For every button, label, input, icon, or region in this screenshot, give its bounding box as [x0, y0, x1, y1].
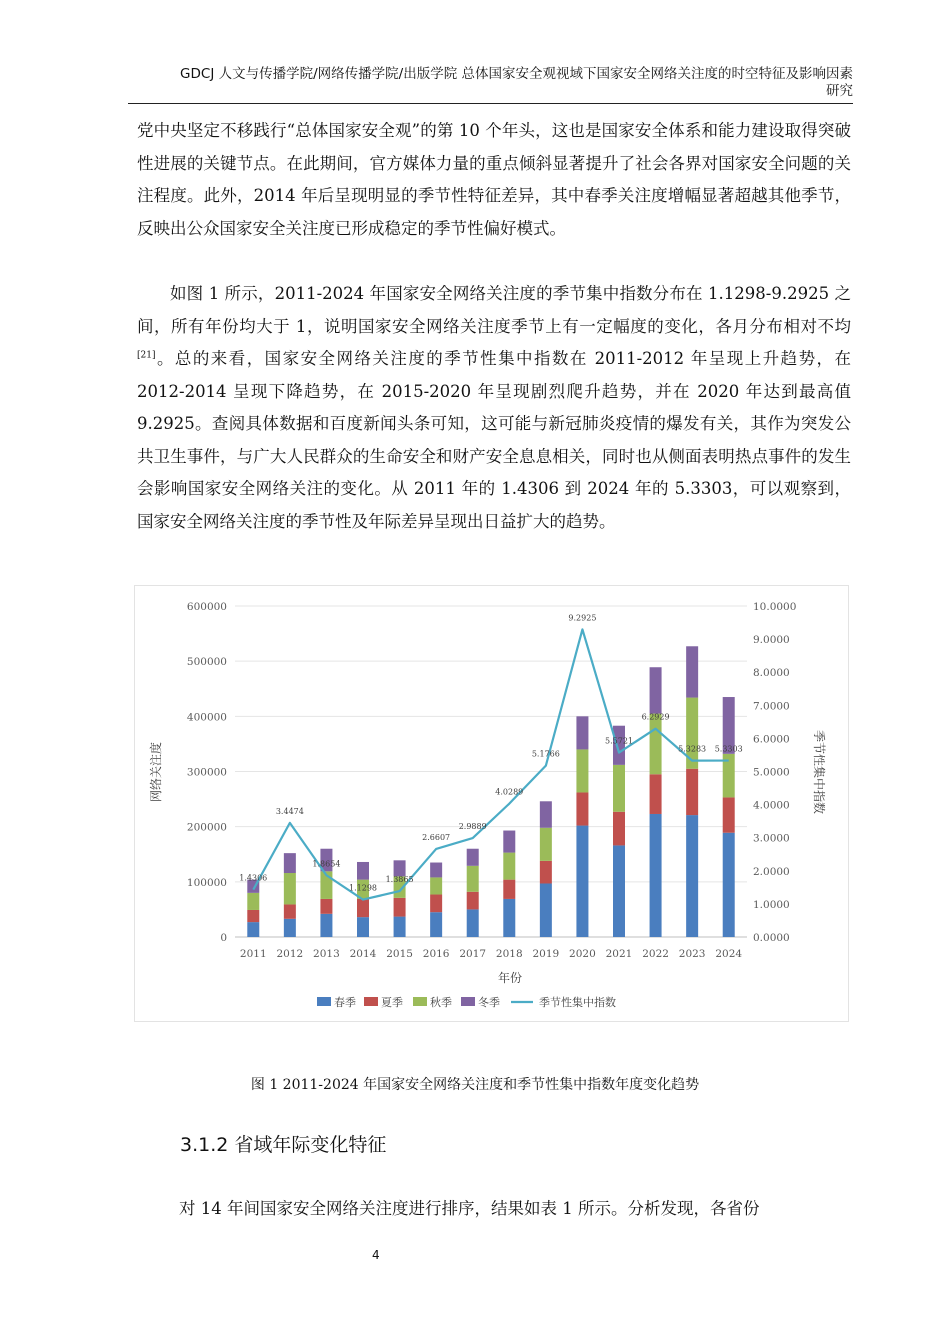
bar-segment [540, 883, 552, 937]
x-tick-label: 2015 [386, 948, 413, 960]
left-tick-label: 100000 [186, 876, 227, 889]
line-data-label: 2.6607 [422, 832, 451, 842]
bar-segment [247, 893, 259, 910]
x-tick-label: 2018 [495, 948, 523, 960]
paragraph-2 [137, 278, 851, 538]
figure-1-chart [134, 585, 849, 1022]
line-data-label: 1.8654 [312, 859, 341, 869]
line-data-label: 4.0289 [495, 787, 524, 797]
bar-segment [613, 845, 625, 937]
bar-segment [467, 909, 479, 937]
line-data-label: 1.3865 [385, 875, 414, 885]
paragraph-2-part-b: 。总的来看，国家安全网络关注度的季节性集中指数在 2011-2012 年呈现上升趋势，在 2012-2014 呈现下降趋势，在 2015-2020 年呈现剧烈爬升趋势，并在 2020 年达到最高值 9.2925。查阅具体数据和百度新闻头条可知，这可能与新冠肺炎疫情的爆发有关，其作为突发公共卫生事件，与广大人民群众的生命安全和财产安全息息相关，同时也从侧面表明热点事件的发生会影响国家安全网络关注的变化。从 2011 年的 1.4306 到 2024 年的 5.3303，可以观察到，国家安全网络关注度的季节性及年际差异呈现出日益扩大的趋势。 [137, 349, 851, 531]
right-tick-label: 9.0000 [753, 634, 790, 647]
right-tick-label: 0.0000 [753, 932, 790, 944]
chart-svg [135, 586, 848, 1021]
bar-segment [686, 769, 698, 815]
bar-segment [284, 873, 296, 904]
bar-segment [650, 667, 662, 713]
running-header-line2: 研究 [826, 83, 853, 99]
bar-segment [576, 792, 588, 825]
bar-segment [723, 833, 735, 937]
x-tick-label: 2024 [715, 948, 743, 960]
section-heading: 3.1.2 省域年际变化特征 [180, 1134, 387, 1156]
bar-segment [650, 714, 662, 775]
right-tick-label: 1.0000 [753, 898, 790, 911]
right-tick-label: 2.0000 [753, 865, 790, 878]
legend-swatch [317, 997, 331, 1006]
bar-segment [503, 880, 515, 899]
bar-segment [284, 853, 296, 873]
header-rule [128, 103, 853, 104]
bar-segment [650, 774, 662, 814]
bar-segment [503, 831, 515, 853]
bar-segment [540, 801, 552, 827]
line-data-label: 5.3283 [678, 744, 707, 754]
bar-segment [467, 849, 479, 866]
x-tick-label: 2023 [678, 948, 706, 960]
left-tick-label: 0 [220, 932, 227, 944]
bar-segment [394, 917, 406, 937]
line-data-label: 5.3303 [714, 744, 743, 754]
x-tick-label: 2020 [569, 948, 596, 960]
bar-segment [503, 899, 515, 937]
left-tick-label: 200000 [186, 821, 227, 834]
x-tick-label: 2012 [276, 948, 304, 960]
left-tick-label: 300000 [186, 766, 227, 779]
bar-segment [320, 914, 332, 937]
bar-segment [247, 922, 259, 937]
running-header [128, 66, 853, 100]
legend-swatch [364, 997, 378, 1006]
bar-segment [430, 912, 442, 937]
bar-segment [247, 910, 259, 922]
citation-ref[interactable]: [21] [137, 350, 156, 361]
x-tick-label: 2017 [459, 948, 487, 960]
x-axis-title: 年份 [497, 971, 523, 985]
x-tick-label: 2013 [313, 948, 340, 960]
right-tick-label: 5.0000 [753, 766, 790, 779]
right-tick-label: 4.0000 [753, 799, 790, 812]
bar-segment [540, 861, 552, 884]
line-data-label: 1.1298 [349, 883, 377, 893]
right-axis-title: 季节性集中指数 [812, 729, 826, 815]
bar-segment [650, 814, 662, 937]
bar-segment [503, 853, 515, 880]
left-tick-label: 500000 [186, 656, 227, 669]
line-data-label: 2.9889 [458, 822, 487, 832]
right-tick-label: 6.0000 [753, 733, 790, 746]
bar-segment [430, 895, 442, 913]
bar-segment [613, 812, 625, 846]
bar-segment [284, 904, 296, 918]
legend-label: 夏季 [381, 996, 403, 1009]
figure-caption: 图 1 2011-2024 年国家安全网络关注度和季节性集中指数年度变化趋势 [250, 1077, 700, 1093]
left-tick-label: 600000 [186, 601, 227, 613]
x-tick-label: 2019 [532, 948, 560, 960]
legend-label: 春季 [334, 996, 356, 1009]
legend-label: 秋季 [430, 996, 452, 1009]
running-header-line1: GDCJ 人文与传播学院/网络传播学院/出版学院 总体国家安全观视域下国家安全网络关注度的时空特征及影响因素 [180, 66, 853, 82]
bar-segment [576, 749, 588, 792]
page-number: 4 [372, 1248, 380, 1262]
right-tick-label: 7.0000 [753, 700, 790, 713]
bar-segment [576, 826, 588, 937]
paragraph-1: 党中央坚定不移践行“总体国家安全观”的第 10 个年头，这也是国家安全体系和能力建设取得突破性进展的关键节点。在此期间，官方媒体力量的重点倾斜显著提升了社会各界对国家安全问题的关注程度。此外，2014 年后呈现明显的季节性特征差异，其中春季关注度增幅显著超越其他季节，反映出公众国家安全关注度已形成稳定的季节性偏好模式。 [137, 121, 851, 238]
bar-segment [357, 917, 369, 937]
left-tick-label: 400000 [186, 711, 227, 724]
bar-segment [467, 866, 479, 892]
line-data-label: 6.2929 [641, 712, 670, 722]
right-tick-label: 8.0000 [753, 667, 790, 680]
legend-label: 冬季 [478, 996, 500, 1009]
bar-segment [686, 646, 698, 697]
line-data-label: 9.2925 [568, 613, 597, 623]
bar-segment [430, 863, 442, 878]
legend-label: 季节性集中指数 [539, 996, 616, 1009]
bar-segment [467, 892, 479, 910]
bar-segment [357, 862, 369, 880]
paragraph-2-part-a: 如图 1 所示，2011-2024 年国家安全网络关注度的季节集中指数分布在 1.1298-9.2925 之间，所有年份均大于 1，说明国家安全网络关注度季节上有一定幅度的变化，各月分布相对不均 [137, 284, 851, 336]
legend-swatch [461, 997, 475, 1006]
line-data-label: 5.5721 [605, 736, 633, 746]
x-tick-label: 2011 [239, 948, 267, 960]
line-data-label: 5.1766 [531, 749, 560, 759]
bar-segment [576, 716, 588, 749]
x-tick-label: 2021 [605, 948, 633, 960]
x-tick-label: 2022 [642, 948, 669, 960]
x-tick-label: 2016 [422, 948, 450, 960]
bar-segment [686, 815, 698, 937]
bar-segment [540, 828, 552, 861]
line-data-label: 1.4306 [239, 873, 268, 883]
legend-swatch [413, 997, 427, 1006]
x-tick-label: 2014 [349, 948, 377, 960]
right-tick-label: 10.0000 [753, 601, 797, 613]
bar-segment [320, 899, 332, 914]
bar-segment [394, 860, 406, 876]
paragraph-3: 对 14 年间国家安全网络关注度进行排序，结果如表 1 所示。分析发现，各省份 [179, 1199, 760, 1218]
bar-segment [357, 899, 369, 917]
right-tick-label: 3.0000 [753, 832, 790, 845]
bar-segment [613, 765, 625, 812]
left-axis-title: 网络关注度 [149, 741, 163, 803]
bar-segment [284, 919, 296, 937]
bar-segment [430, 877, 442, 894]
bar-segment [723, 797, 735, 832]
bar-segment [394, 898, 406, 917]
line-data-label: 3.4474 [275, 806, 304, 816]
